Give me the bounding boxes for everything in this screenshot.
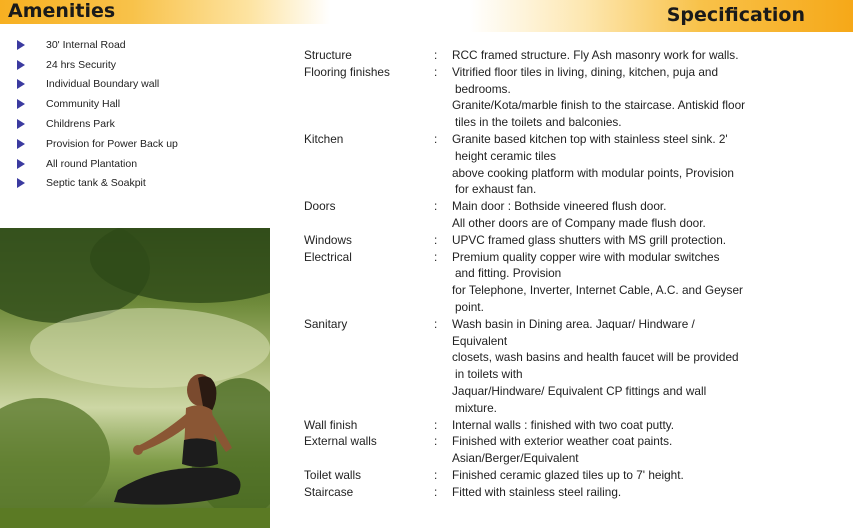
spec-value-line: All other doors are of Company made flush door.: [452, 215, 706, 230]
spec-row: [304, 64, 834, 131]
amenities-banner: [0, 0, 330, 24]
spec-row: [304, 131, 834, 198]
amenity-text: Septic tank & Soakpit: [46, 177, 146, 190]
spec-value: [452, 467, 834, 484]
spec-label: Windows: [304, 232, 352, 247]
amenity-item: [17, 35, 178, 55]
spec-value: [452, 249, 834, 316]
spec-row: [304, 467, 834, 484]
spec-value-line: Equivalent: [452, 333, 508, 348]
spec-separator: :: [434, 131, 438, 146]
spec-value-line: bedrooms.: [455, 81, 511, 96]
spec-separator: :: [434, 484, 438, 499]
spec-label: External walls: [304, 434, 377, 449]
spec-value-line: Internal walls : finished with two coat putty.: [452, 417, 675, 432]
yoga-woman-illustration: [0, 228, 270, 528]
amenity-text: 30' Internal Road: [46, 38, 126, 51]
spec-value-line: closets, wash basins and health faucet will be provided: [452, 350, 739, 365]
bullet-triangle-icon: [17, 139, 25, 149]
spec-row: [304, 249, 834, 316]
amenity-item: [17, 174, 178, 194]
spec-separator: :: [434, 417, 438, 432]
spec-row: [304, 433, 834, 467]
spec-value-line: UPVC framed glass shutters with MS grill protection.: [452, 232, 727, 247]
spec-value-line: Finished ceramic glazed tiles up to 7' height.: [452, 467, 684, 482]
spec-value-line: Fitted with stainless steel railing.: [452, 484, 622, 499]
spec-value: [452, 316, 834, 417]
spec-row: [304, 198, 834, 232]
amenity-text: All round Plantation: [46, 157, 138, 170]
spec-row: [304, 47, 834, 64]
spec-row: [304, 232, 834, 249]
spec-separator: :: [434, 232, 438, 247]
spec-value: [452, 198, 834, 232]
spec-value: [452, 47, 834, 64]
spec-value: [452, 417, 834, 434]
spec-value-line: in toilets with: [455, 367, 523, 382]
specification-table: [304, 47, 834, 501]
amenity-text: Individual Boundary wall: [46, 78, 160, 91]
specification-banner: [470, 0, 853, 32]
amenity-text: Childrens Park: [46, 118, 115, 131]
spec-label: Staircase: [304, 484, 354, 499]
spec-value-line: RCC framed structure. Fly Ash masonry work for walls.: [452, 48, 739, 62]
spec-value-line: above cooking platform with modular points, Provision: [452, 165, 734, 180]
bullet-triangle-icon: [17, 79, 25, 89]
spec-value-line: Asian/Berger/Equivalent: [452, 451, 579, 466]
spec-value-line: for Telephone, Inverter, Internet Cable, A.C. and Geyser: [452, 283, 743, 298]
yoga-photo: [0, 228, 270, 528]
spec-value-line: Wash basin in Dining area. Jaquar/ Hindware /: [452, 316, 695, 331]
spec-row: [304, 417, 834, 434]
amenities-list: [17, 35, 178, 193]
bullet-triangle-icon: [17, 119, 25, 129]
spec-label: Wall finish: [304, 417, 358, 432]
spec-value-line: Finished with exterior weather coat paints.: [452, 434, 673, 449]
spec-value-line: Vitrified floor tiles in living, dining, kitchen, puja and: [452, 64, 719, 79]
spec-value-line: Granite based kitchen top with stainless steel sink. 2': [452, 131, 728, 146]
bullet-triangle-icon: [17, 40, 25, 50]
amenities-title: Amenities: [8, 0, 116, 22]
spec-row: [304, 316, 834, 417]
spec-value-line: and fitting. Provision: [455, 266, 562, 281]
spec-value-line: Jaquar/Hindware/ Equivalent CP fittings and wall: [452, 383, 707, 398]
spec-value-line: point.: [455, 299, 484, 314]
spec-value-line: Premium quality copper wire with modular switches: [452, 249, 720, 264]
spec-label: Structure: [304, 48, 352, 62]
spec-separator: :: [434, 467, 438, 482]
amenity-item: [17, 154, 178, 174]
spec-separator: :: [434, 199, 438, 214]
spec-value-line: Granite/Kota/marble finish to the staircase. Antiskid floor: [452, 98, 746, 113]
spec-row: [304, 484, 834, 501]
spec-value: [452, 232, 834, 249]
specification-title: Specification: [666, 4, 805, 26]
spec-value: [452, 484, 834, 501]
spec-separator: :: [434, 434, 438, 449]
spec-separator: :: [434, 316, 438, 331]
spec-separator: :: [434, 48, 438, 62]
amenity-item: [17, 134, 178, 154]
amenity-item: [17, 114, 178, 134]
spec-value: [452, 433, 834, 467]
spec-value: [452, 131, 834, 198]
spec-value: [452, 64, 834, 131]
amenity-item: [17, 55, 178, 75]
spec-value-line: Main door : Bothside vineered flush door.: [452, 199, 667, 214]
spec-label: Doors: [304, 199, 336, 214]
spec-value-line: height ceramic tiles: [455, 148, 556, 163]
spec-value-line: for exhaust fan.: [455, 182, 537, 197]
spec-separator: :: [434, 249, 438, 264]
bullet-triangle-icon: [17, 60, 25, 70]
amenity-text: Community Hall: [46, 98, 121, 111]
bullet-triangle-icon: [17, 99, 25, 109]
spec-label: Toilet walls: [304, 467, 362, 482]
spec-label: Kitchen: [304, 131, 344, 146]
amenity-text: Provision for Power Back up: [46, 137, 178, 150]
amenity-item: [17, 94, 178, 114]
bullet-triangle-icon: [17, 159, 25, 169]
amenity-item: [17, 75, 178, 95]
spec-label: Flooring finishes: [304, 64, 390, 79]
spec-separator: :: [434, 64, 438, 79]
spec-value-line: mixture.: [455, 400, 497, 415]
amenity-text: 24 hrs Security: [46, 58, 117, 71]
spec-label: Electrical: [304, 249, 352, 264]
spec-value-line: tiles in the toilets and balconies.: [455, 115, 622, 130]
bullet-triangle-icon: [17, 178, 25, 188]
spec-label: Sanitary: [304, 316, 348, 331]
